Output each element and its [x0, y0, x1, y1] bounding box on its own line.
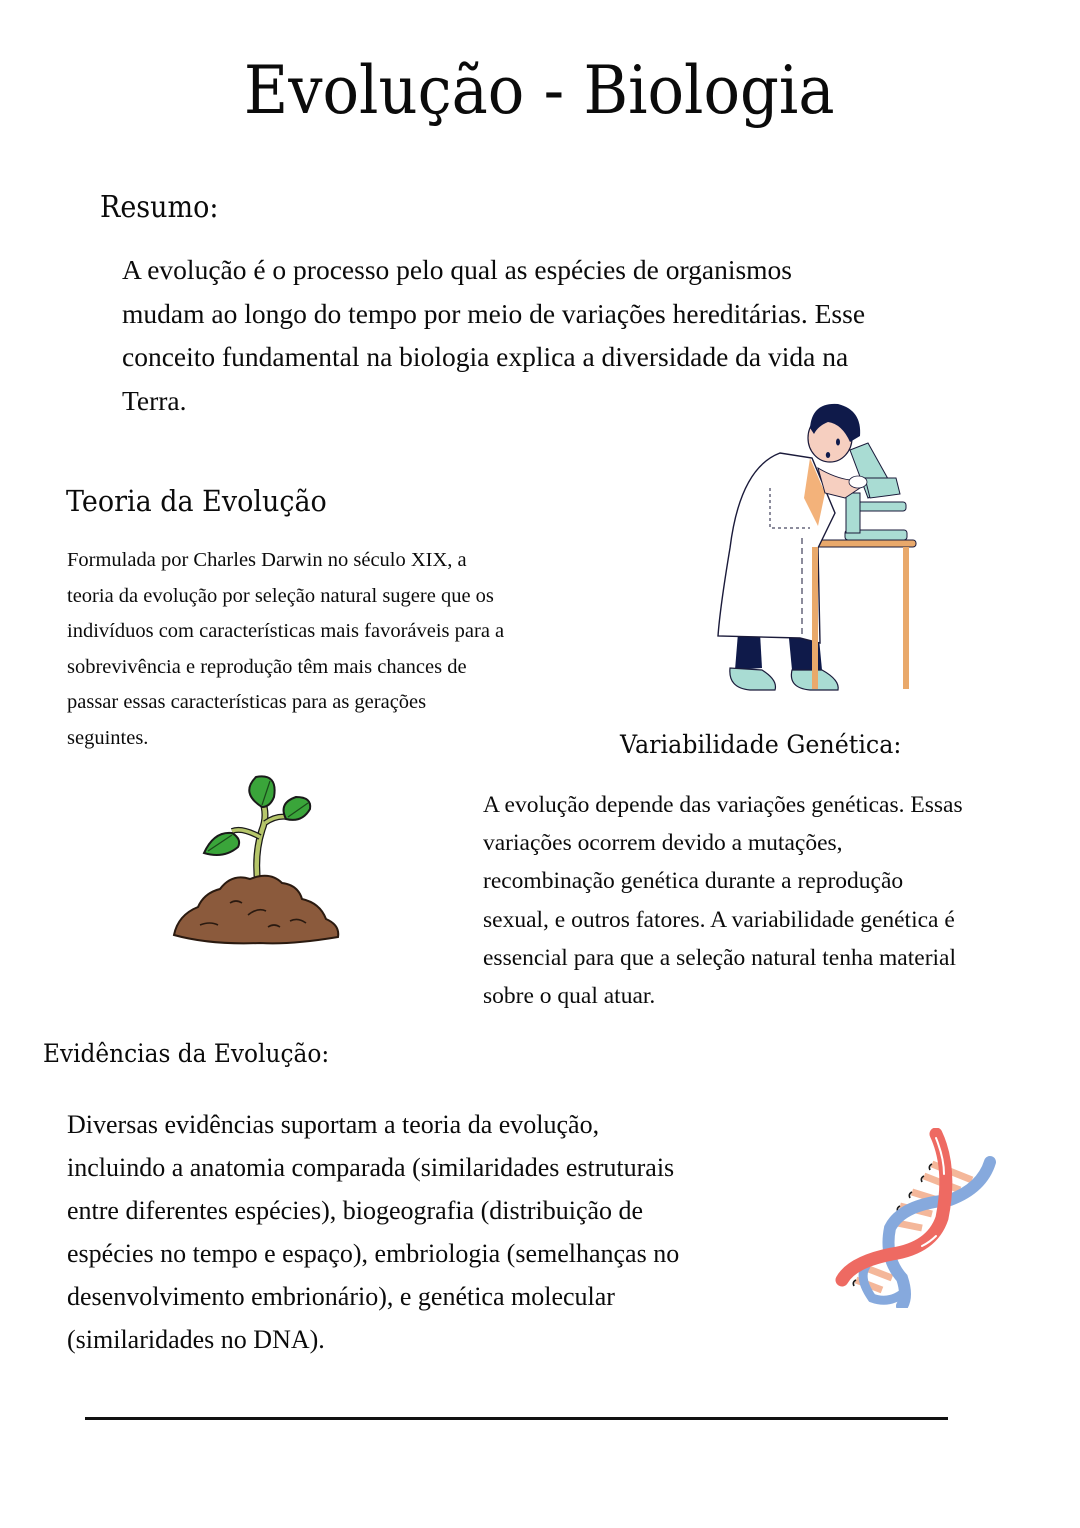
teoria-paragraph	[67, 543, 627, 756]
teoria-line: Formulada por Charles Darwin no século XIX, a	[67, 549, 467, 571]
variabilidade-line: sexual, e outros fatores. A variabilidade genética é	[483, 906, 955, 933]
scientist-microscope-illustration	[700, 398, 930, 698]
teoria-heading: Teoria da Evolução	[66, 484, 327, 518]
teoria-line: teoria da evolução por seleção natural sugere que os	[67, 584, 494, 607]
evidencias-line: entre diferentes espécies), biogeografia (distribuição de	[67, 1196, 644, 1225]
resumo-line: Terra.	[122, 384, 187, 416]
bottom-divider	[85, 1417, 948, 1420]
resumo-line: mudam ao longo do tempo por meio de variações hereditárias. Esse	[122, 297, 866, 329]
evidencias-paragraph	[67, 1103, 827, 1361]
evidencias-line: (similaridades no DNA).	[67, 1325, 325, 1354]
evidencias-line: desenvolvimento embrionário), e genética molecular	[67, 1282, 615, 1311]
teoria-line: seguintes.	[67, 726, 149, 749]
variabilidade-line: recombinação genética durante a reprodução	[483, 868, 904, 895]
evidencias-line: incluindo a anatomia comparada (similaridades estruturais	[67, 1153, 675, 1182]
sprout-in-soil-illustration	[170, 775, 345, 947]
dna-helix-illustration	[832, 1128, 1000, 1308]
variabilidade-line: essencial para que a seleção natural tenha material	[483, 944, 957, 971]
resumo-line: conceito fundamental na biologia explica a diversidade da vida na	[122, 341, 849, 372]
teoria-line: indivíduos com características mais favoráveis para a	[67, 620, 505, 642]
variabilidade-line: variações ocorrem devido a mutações,	[483, 830, 843, 857]
variabilidade-line: A evolução depende das variações genéticas. Essas	[483, 792, 963, 818]
evidencias-line: Diversas evidências suportam a teoria da evolução,	[67, 1110, 600, 1139]
variabilidade-line: sobre o qual atuar.	[483, 983, 656, 1010]
teoria-line: passar essas características para as gerações	[67, 691, 427, 713]
evidencias-heading: Evidências da Evolução:	[43, 1039, 330, 1068]
variabilidade-heading: Variabilidade Genética:	[620, 730, 902, 759]
resumo-heading: Resumo:	[100, 190, 219, 225]
teoria-line: sobrevivência e reprodução têm mais chances de	[67, 655, 467, 678]
resumo-line: A evolução é o processo pelo qual as espécies de organismos	[122, 254, 793, 285]
page-title: Evolução - Biologia	[243, 52, 835, 129]
resumo-paragraph	[122, 248, 1002, 422]
evidencias-line: espécies no tempo e espaço), embriologia (semelhanças no	[67, 1239, 680, 1268]
variabilidade-paragraph	[483, 786, 1063, 1015]
